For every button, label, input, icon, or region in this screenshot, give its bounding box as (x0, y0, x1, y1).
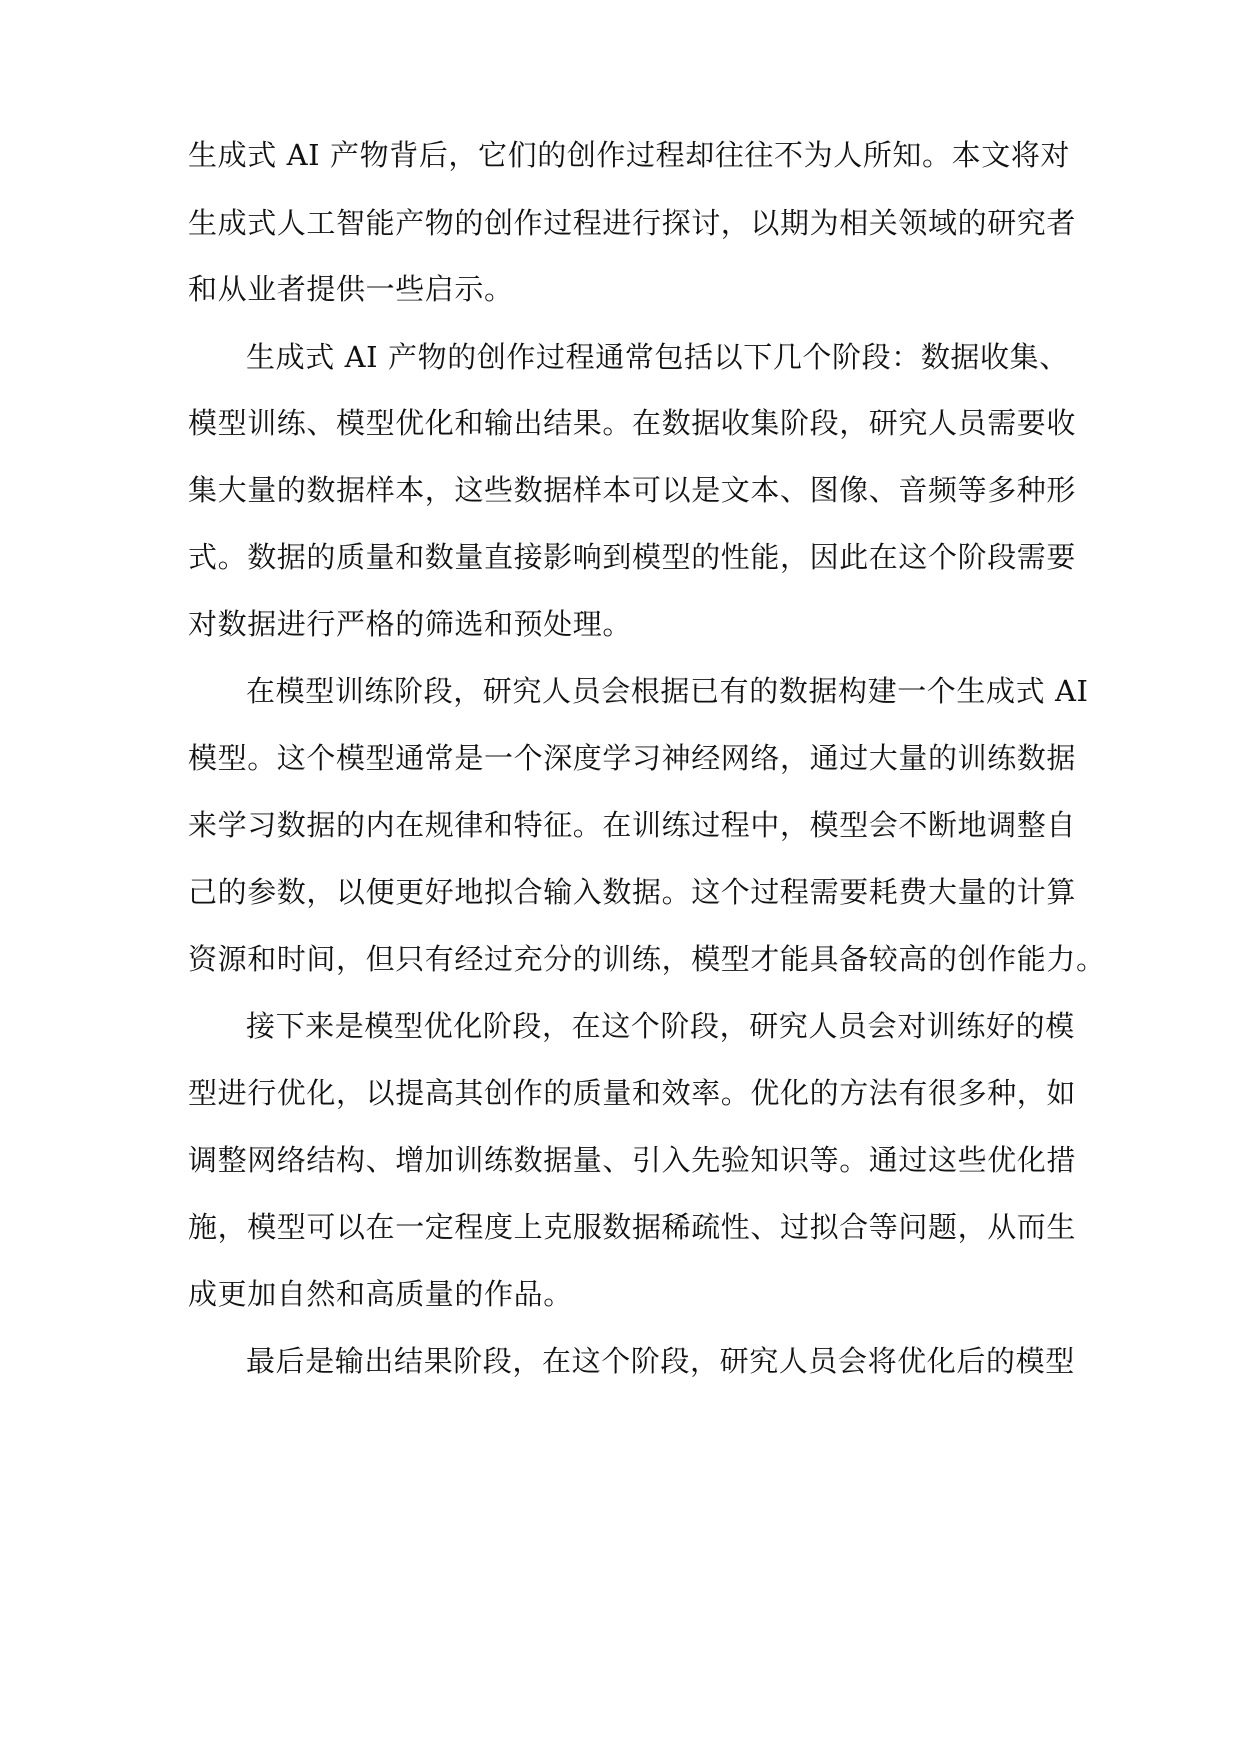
text-line: 模型。这个模型通常是一个深度学习神经网络，通过大量的训练数据 (188, 741, 1077, 775)
text-line: 型进行优化，以提高其创作的质量和效率。优化的方法有很多种，如 (188, 1076, 1077, 1110)
paragraph-first-line: 在模型训练阶段，研究人员会根据已有的数据构建一个生成式 AI (246, 674, 1089, 708)
text-line: 施，模型可以在一定程度上克服数据稀疏性、过拟合等问题，从而生 (188, 1210, 1077, 1244)
text-line: 生成式人工智能产物的创作过程进行探讨，以期为相关领域的研究者 (188, 206, 1077, 240)
text-line: 生成式 AI 产物背后，它们的创作过程却往往不为人所知。本文将对 (188, 138, 1071, 172)
paragraph-first-line: 生成式 AI 产物的创作过程通常包括以下几个阶段：数据收集、 (246, 340, 1069, 374)
text-line: 对数据进行严格的筛选和预处理。 (188, 607, 633, 641)
text-line: 式。数据的质量和数量直接影响到模型的性能，因此在这个阶段需要 (188, 540, 1077, 574)
text-line: 调整网络结构、增加训练数据量、引入先验知识等。通过这些优化措 (188, 1143, 1077, 1177)
paragraph-first-line: 接下来是模型优化阶段，在这个阶段，研究人员会对训练好的模 (246, 1009, 1075, 1043)
text-line: 模型训练、模型优化和输出结果。在数据收集阶段，研究人员需要收 (188, 406, 1077, 440)
text-line: 和从业者提供一些启示。 (188, 272, 514, 306)
text-line: 资源和时间，但只有经过充分的训练，模型才能具备较高的创作能力。 (188, 942, 1106, 976)
text-line: 来学习数据的内在规律和特征。在训练过程中，模型会不断地调整自 (188, 808, 1077, 842)
paragraph-first-line: 最后是输出结果阶段，在这个阶段，研究人员会将优化后的模型 (246, 1344, 1075, 1378)
text-line: 己的参数，以便更好地拟合输入数据。这个过程需要耗费大量的计算 (188, 875, 1077, 909)
text-line: 成更加自然和高质量的作品。 (188, 1277, 573, 1311)
text-line: 集大量的数据样本，这些数据样本可以是文本、图像、音频等多种形 (188, 473, 1077, 507)
